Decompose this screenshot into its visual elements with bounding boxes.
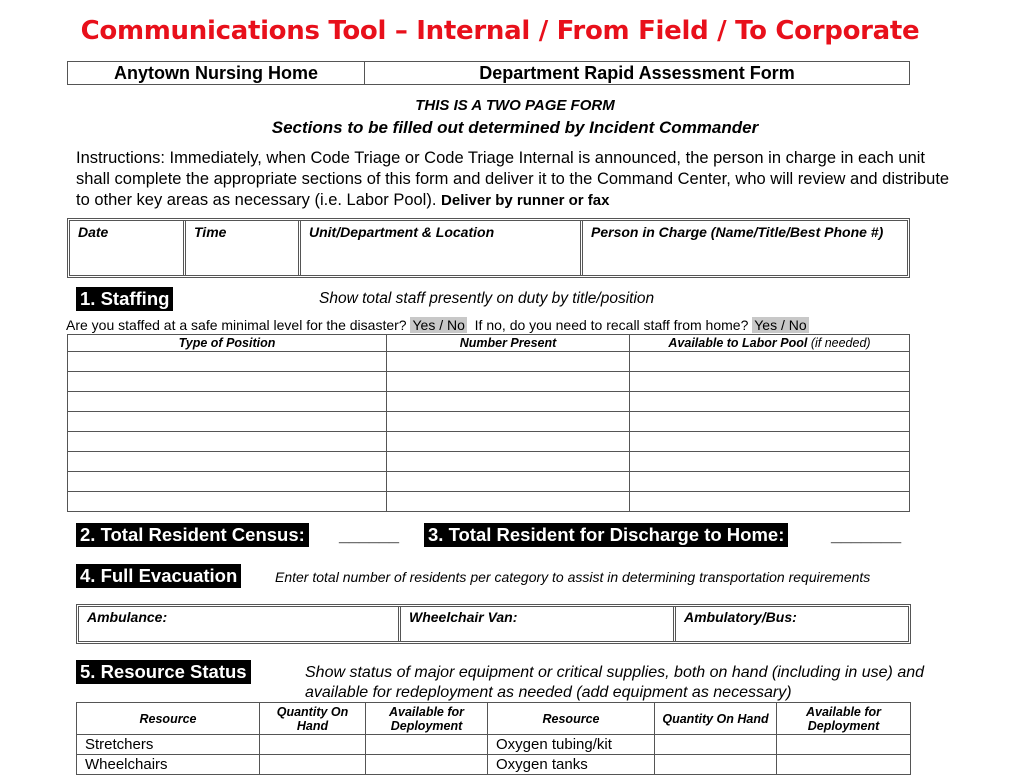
unit-location-field[interactable]: Unit/Department & Location — [300, 221, 582, 275]
recall-yes-no[interactable]: Yes / No — [754, 317, 807, 333]
staffing-heading: 1. Staffing — [76, 287, 173, 311]
table-row[interactable] — [68, 412, 910, 432]
facility-name: Anytown Nursing Home — [68, 62, 365, 85]
table-row[interactable] — [68, 392, 910, 412]
table-row[interactable] — [68, 452, 910, 472]
table-row[interactable] — [68, 432, 910, 452]
form-header — [67, 61, 910, 85]
info-box — [67, 218, 910, 278]
table-row[interactable] — [77, 735, 911, 755]
wheelchair-van-field[interactable]: Wheelchair Van: — [400, 607, 675, 641]
resource-note: Show status of major equipment or critical supplies, both on hand (including in use) and available for redeployment as needed (add equipment as necessary) — [305, 664, 925, 701]
evacuation-heading: 4. Full Evacuation — [76, 564, 241, 588]
resource-name: Oxygen tanks — [488, 755, 655, 775]
discharge-heading: 3. Total Resident for Discharge to Home: — [424, 523, 788, 547]
resource-name: Stretchers — [77, 735, 260, 755]
staffing-note: Show total staff presently on duty by title/position — [319, 290, 655, 307]
person-in-charge-field[interactable]: Person in Charge (Name/Title/Best Phone #) — [582, 221, 908, 275]
date-field[interactable]: Date — [78, 224, 109, 240]
instructions — [76, 148, 956, 211]
table-row[interactable] — [68, 472, 910, 492]
staffing-table — [67, 334, 910, 512]
col-resource: Resource — [77, 703, 260, 735]
instructions-text: Instructions: Immediately, when Code Triage or Code Triage Internal is announced, the person in charge in each unit shall complete the appropriate sections of this form and deliver it to the Command Center, who will review and distribute to other key areas as necessary (i.e. Labor Pool). — [76, 149, 950, 209]
resource-name: Oxygen tubing/kit — [488, 735, 655, 755]
discharge-blank[interactable]: _______ — [831, 525, 902, 545]
evacuation-box — [76, 604, 911, 644]
sections-notice: Sections to be filled out determined by Incident Commander — [271, 118, 759, 137]
delivery-note: Deliver by runner or fax — [441, 192, 610, 209]
safe-level-question: Are you staffed at a safe minimal level for the disaster? — [66, 317, 407, 333]
table-row[interactable] — [68, 352, 910, 372]
time-field[interactable]: Time — [185, 221, 300, 275]
resource-table — [76, 702, 911, 775]
safe-level-yes-no[interactable]: Yes / No — [412, 317, 465, 333]
table-row[interactable] — [68, 492, 910, 512]
staffing-questions — [66, 317, 809, 333]
resource-name: Wheelchairs — [77, 755, 260, 775]
census-heading: 2. Total Resident Census: — [76, 523, 309, 547]
col-type-of-position: Type of Position — [68, 335, 387, 352]
col-resource-2: Resource — [488, 703, 655, 735]
resource-heading: 5. Resource Status — [76, 660, 251, 684]
col-quantity: Quantity On Hand — [260, 703, 366, 735]
page-title: Communications Tool – Internal / From Field / To Corporate — [80, 16, 920, 46]
table-row[interactable] — [77, 755, 911, 775]
col-available-2: Available for Deployment — [777, 703, 911, 735]
recall-question: If no, do you need to recall staff from home? — [474, 317, 749, 333]
form-name: Department Rapid Assessment Form — [365, 62, 910, 85]
col-quantity-2: Quantity On Hand — [655, 703, 777, 735]
two-page-notice: THIS IS A TWO PAGE FORM — [415, 97, 615, 114]
evacuation-note: Enter total number of residents per category to assist in determining transportation requirements — [275, 569, 871, 585]
col-available: Available for Deployment — [366, 703, 488, 735]
col-number-present: Number Present — [387, 335, 630, 352]
table-row[interactable] — [68, 372, 910, 392]
col-labor-pool: Available to Labor Pool (if needed) — [630, 335, 910, 352]
census-blank[interactable]: ______ — [339, 525, 400, 545]
ambulatory-bus-field[interactable]: Ambulatory/Bus: — [675, 607, 909, 641]
ambulance-field[interactable]: Ambulance: — [87, 609, 168, 625]
